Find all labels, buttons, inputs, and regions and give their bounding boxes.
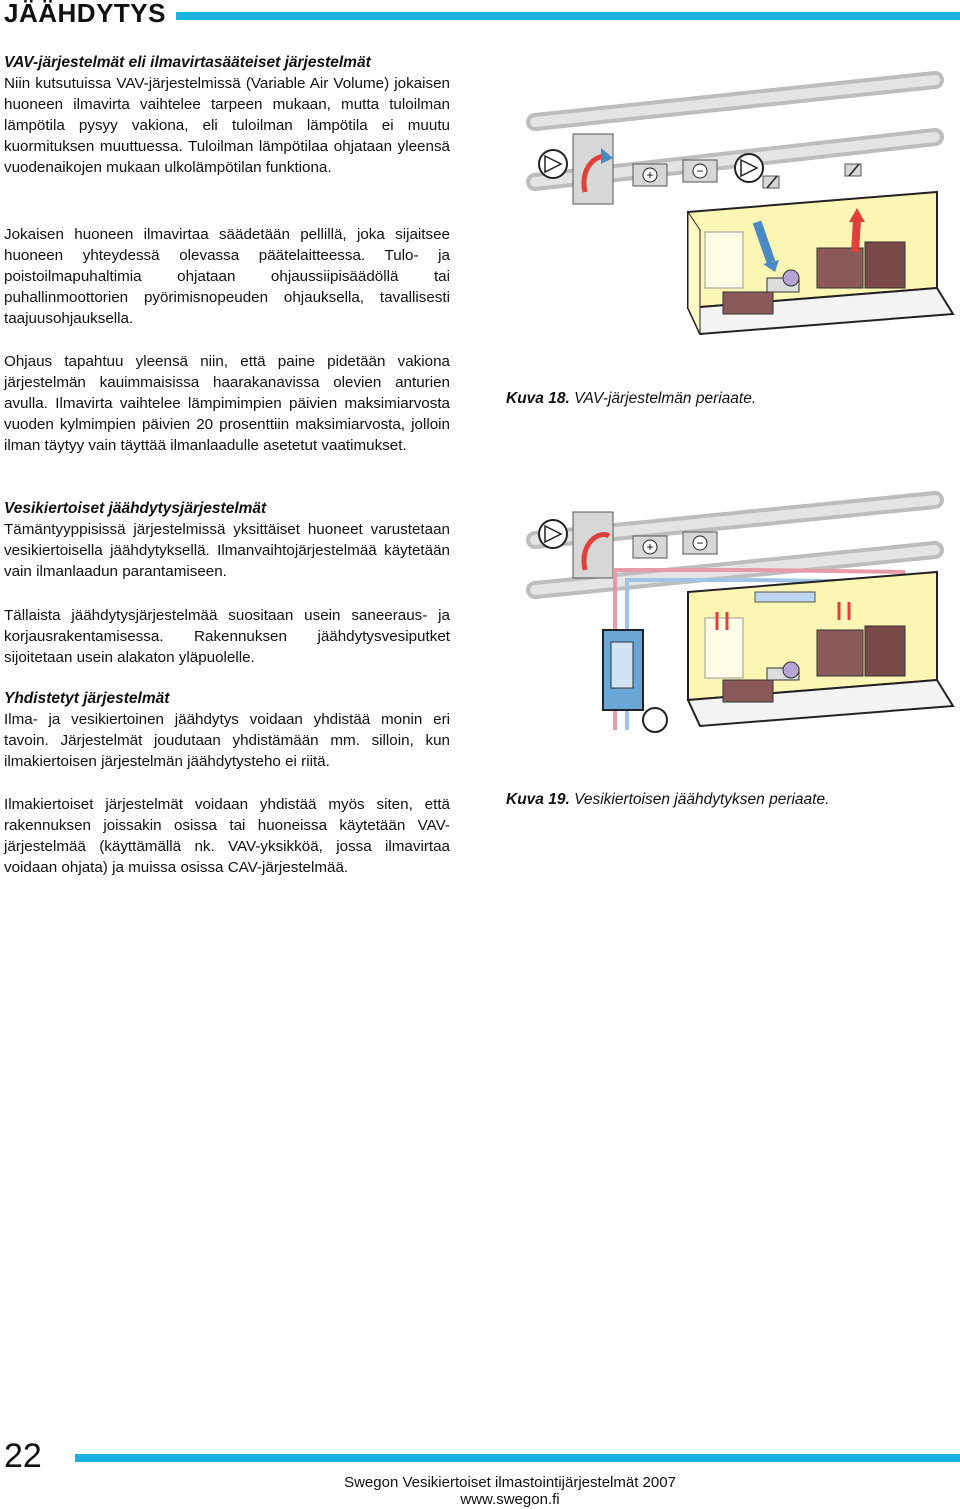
section-vav: [4, 52, 450, 178]
water-paragraph-1: Tämäntyyppisissä järjestelmissä yksittäiset huoneet varustetaan vesikiertoisella jäähdytyksellä. Ilmanvaihtojärjestelmää käytetään vain ilmanlaadun parantamiseen.: [4, 521, 450, 580]
section-combined: [4, 688, 450, 772]
combined-paragraph-2: Ilmakiertoiset järjestelmät voidaan yhdistää myös siten, että rakennuksen joissakin osissa tai huoneissa käytetään VAV-järjestelmää (käyttämällä nk. VAV-yksikköä, jossa ilmavirtaa voidaan ohjata) ja muissa osissa CAV-järjestelmää.: [4, 796, 450, 876]
water-paragraph-2: Tällaista jäähdytysjärjestelmää suositaan usein saneeraus- ja korjausrakentamisessa. Rakennuksen jäähdytysvesiputket sijoitetaan usein alakaton yläpuolelle.: [4, 607, 450, 666]
vav-paragraph-2: Jokaisen huoneen ilmavirtaa säädetään pellillä, joka sijaitsee huoneen yhteydessä olevassa päätelaitteessa. Tulo- ja poistoilmapuhaltimia ohjataan ohjaussiipisäädöllä tai puhallinmoottorien pyörimisnopeuden ohjauksella, tavallisesti taajuusohjauksella.: [4, 226, 450, 327]
footer-publication: Swegon Vesikiertoiset ilmastointijärjestelmät 2007: [344, 1474, 676, 1491]
figure-19-caption: [506, 791, 829, 809]
figure-18-vav-diagram: [505, 52, 960, 342]
minus-symbol: −: [696, 164, 704, 178]
footer-url: www.swegon.fi: [460, 1491, 560, 1508]
figure-18-label: Kuva 18.: [506, 390, 570, 407]
header-rule: [176, 12, 960, 20]
section-water: [4, 498, 450, 582]
vav-heading: VAV-järjestelmät eli ilmavirtasääteiset järjestelmät: [4, 54, 371, 71]
vav-paragraph-3: Ohjaus tapahtuu yleensä niin, että paine pidetään vakiona järjestelmän kauimmaisissa haarakanavissa olevien anturien avulla. Ilmavirta vaihtelee lämpimimpien päivien maksimiarvosta vuoden kylmimpien päivien 20 prosenttiin maksimiarvosta, jolloin ilman täytyy vain täyttää ilmanlaadulle asetetut vaatimukset.: [4, 353, 450, 454]
combined-paragraph-1: Ilma- ja vesikiertoinen jäähdytys voidaan yhdistää monin eri tavoin. Järjestelmät joudutaan yhdistämään mm. silloin, kun ilmakiertoisen järjestelmän jäähdytysteho ei riitä.: [4, 711, 450, 770]
combined-heading: Yhdistetyt järjestelmät: [4, 690, 170, 707]
page-number: 22: [4, 1437, 42, 1475]
figure-18-caption: [506, 390, 756, 408]
figure-19-water-cooling-diagram: [505, 480, 960, 780]
vav-paragraph-1: Niin kutsutuissa VAV-järjestelmissä (Variable Air Volume) jokaisen huoneen ilmavirta vaihtelee tarpeen mukaan, mutta tuloilman lämpötila pysyy vakiona, eli tuloilman lämpötila ei muutu kuormituksen muuttuessa. Tuloilman lämpötilaa ohjataan yleensä vuodenaikojen mukaan ulkolämpötilan funktiona.: [4, 75, 450, 176]
figure-19-text: Vesikiertoisen jäähdytyksen periaate.: [574, 791, 830, 808]
water-heading: Vesikiertoiset jäähdytysjärjestelmät: [4, 500, 267, 517]
figure-19-label: Kuva 19.: [506, 791, 570, 808]
plus-symbol: +: [646, 168, 654, 182]
footer-rule: [75, 1454, 960, 1462]
plus-symbol-2: +: [646, 540, 654, 554]
page-title: JÄÄHDYTYS: [4, 0, 166, 28]
minus-symbol-2: −: [696, 536, 704, 550]
figure-18-text: VAV-järjestelmän periaate.: [574, 390, 757, 407]
